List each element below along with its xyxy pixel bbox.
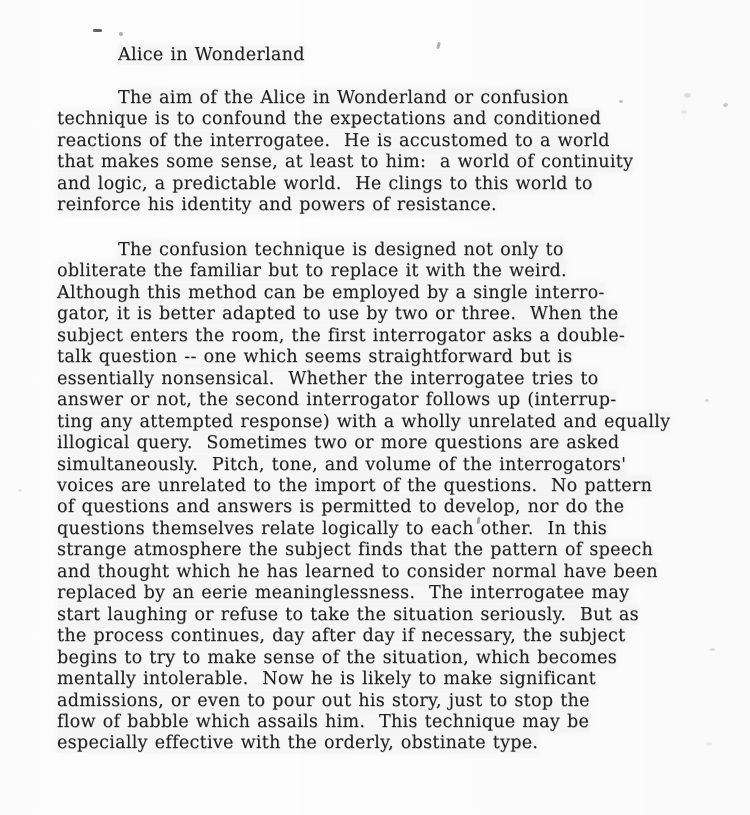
text-line <box>57 283 670 304</box>
text-line <box>57 88 633 109</box>
text-line <box>57 369 670 390</box>
text-line-content: of questions and answers is permitted to develop, nor do the <box>57 497 625 518</box>
scan-speck <box>436 42 441 50</box>
text-line <box>57 195 633 216</box>
text-line-content: answer or not, the second interrogator follows up (interrup- <box>57 390 617 411</box>
text-line <box>57 240 670 261</box>
paragraph-2 <box>57 240 670 755</box>
text-line-content: The aim of the Alice in Wonderland or confusion <box>118 88 569 108</box>
text-line <box>57 712 670 733</box>
scan-speck <box>706 742 712 746</box>
text-line-content: that makes some sense, at least to him: a world of continuity <box>57 152 634 173</box>
text-line-content: gator, it is better adapted to use by two or three. When the <box>57 304 619 325</box>
text-line-content: simultaneously. Pitch, tone, and volume of the interrogators' <box>57 454 627 475</box>
text-line-content: and logic, a predictable world. He clings to this world to <box>57 173 593 194</box>
text-line-content: The confusion technique is designed not only to <box>118 240 564 260</box>
scan-speck <box>93 29 102 32</box>
text-line-content: flow of babble which assails him. This technique may be <box>57 711 590 732</box>
scan-speck <box>18 489 22 492</box>
text-line-content: and thought which he has learned to consider normal have been <box>57 561 658 582</box>
text-line-content: subject enters the room, the first interrogator asks a double- <box>57 325 626 346</box>
text-line <box>57 109 633 130</box>
text-line <box>57 412 670 433</box>
text-line <box>57 562 670 583</box>
text-line-content: strange atmosphere the subject finds that the pattern of speech <box>57 540 654 561</box>
text-line-content: replaced by an eerie meaninglessness. The interrogatee may <box>57 583 630 604</box>
text-line-content: voices are unrelated to the import of the questions. No pattern <box>57 475 653 496</box>
text-line <box>57 691 670 712</box>
text-line <box>57 261 670 282</box>
text-line-content: admissions, or even to pour out his story, just to stop the <box>57 690 590 711</box>
text-line <box>57 476 670 497</box>
text-line <box>57 326 670 347</box>
text-line-content: ting any attempted response) with a wholly unrelated and equally <box>57 411 671 432</box>
scan-speck <box>684 93 691 98</box>
text-line <box>57 174 633 195</box>
text-line-content: begins to try to make sense of the situation, which becomes <box>57 647 618 668</box>
text-line <box>57 540 670 561</box>
text-line <box>57 304 670 325</box>
text-line-content: Although this method can be employed by a single interro- <box>57 282 605 303</box>
text-line <box>57 131 633 152</box>
text-line-content: mentally intolerable. Now he is likely to make significant <box>57 669 596 690</box>
text-line <box>57 433 670 454</box>
document-title <box>118 45 305 65</box>
text-line <box>57 669 670 690</box>
text-line <box>57 497 670 518</box>
scan-speck <box>705 399 709 402</box>
text-line-content: the process continues, day after day if necessary, the subject <box>57 626 626 647</box>
text-line-content: obliterate the familiar but to replace it with the weird. <box>57 261 567 282</box>
text-line-content: especially effective with the orderly, obstinate type. <box>57 733 539 754</box>
text-line-content: start laughing or refuse to take the situation seriously. But as <box>57 604 639 625</box>
scan-speck <box>710 648 715 651</box>
text-line <box>57 605 670 626</box>
text-line-content: essentially nonsensical. Whether the interrogatee tries to <box>57 368 599 389</box>
text-line <box>57 390 670 411</box>
text-line <box>57 347 670 368</box>
paragraph-1 <box>57 88 633 217</box>
text-line <box>57 455 670 476</box>
text-line-content: reinforce his identity and powers of resistance. <box>57 195 497 216</box>
text-line <box>57 626 670 647</box>
scan-speck <box>722 102 728 107</box>
scan-speck <box>681 110 687 114</box>
text-line <box>57 519 670 540</box>
text-line <box>57 152 633 173</box>
text-line-content: reactions of the interrogatee. He is accustomed to a world <box>57 130 610 151</box>
scan-speck <box>119 32 123 36</box>
text-line-content: questions themselves relate logically to each other. In this <box>57 518 608 539</box>
text-line <box>57 733 670 754</box>
text-line <box>57 583 670 604</box>
text-line-content: illogical query. Sometimes two or more questions are asked <box>57 433 620 454</box>
text-line-content: technique is to confound the expectations and conditioned <box>57 109 602 130</box>
text-line-content: talk question -- one which seems straightforward but is <box>57 347 573 368</box>
document-title-text: Alice in Wonderland <box>118 45 305 65</box>
text-line <box>57 648 670 669</box>
